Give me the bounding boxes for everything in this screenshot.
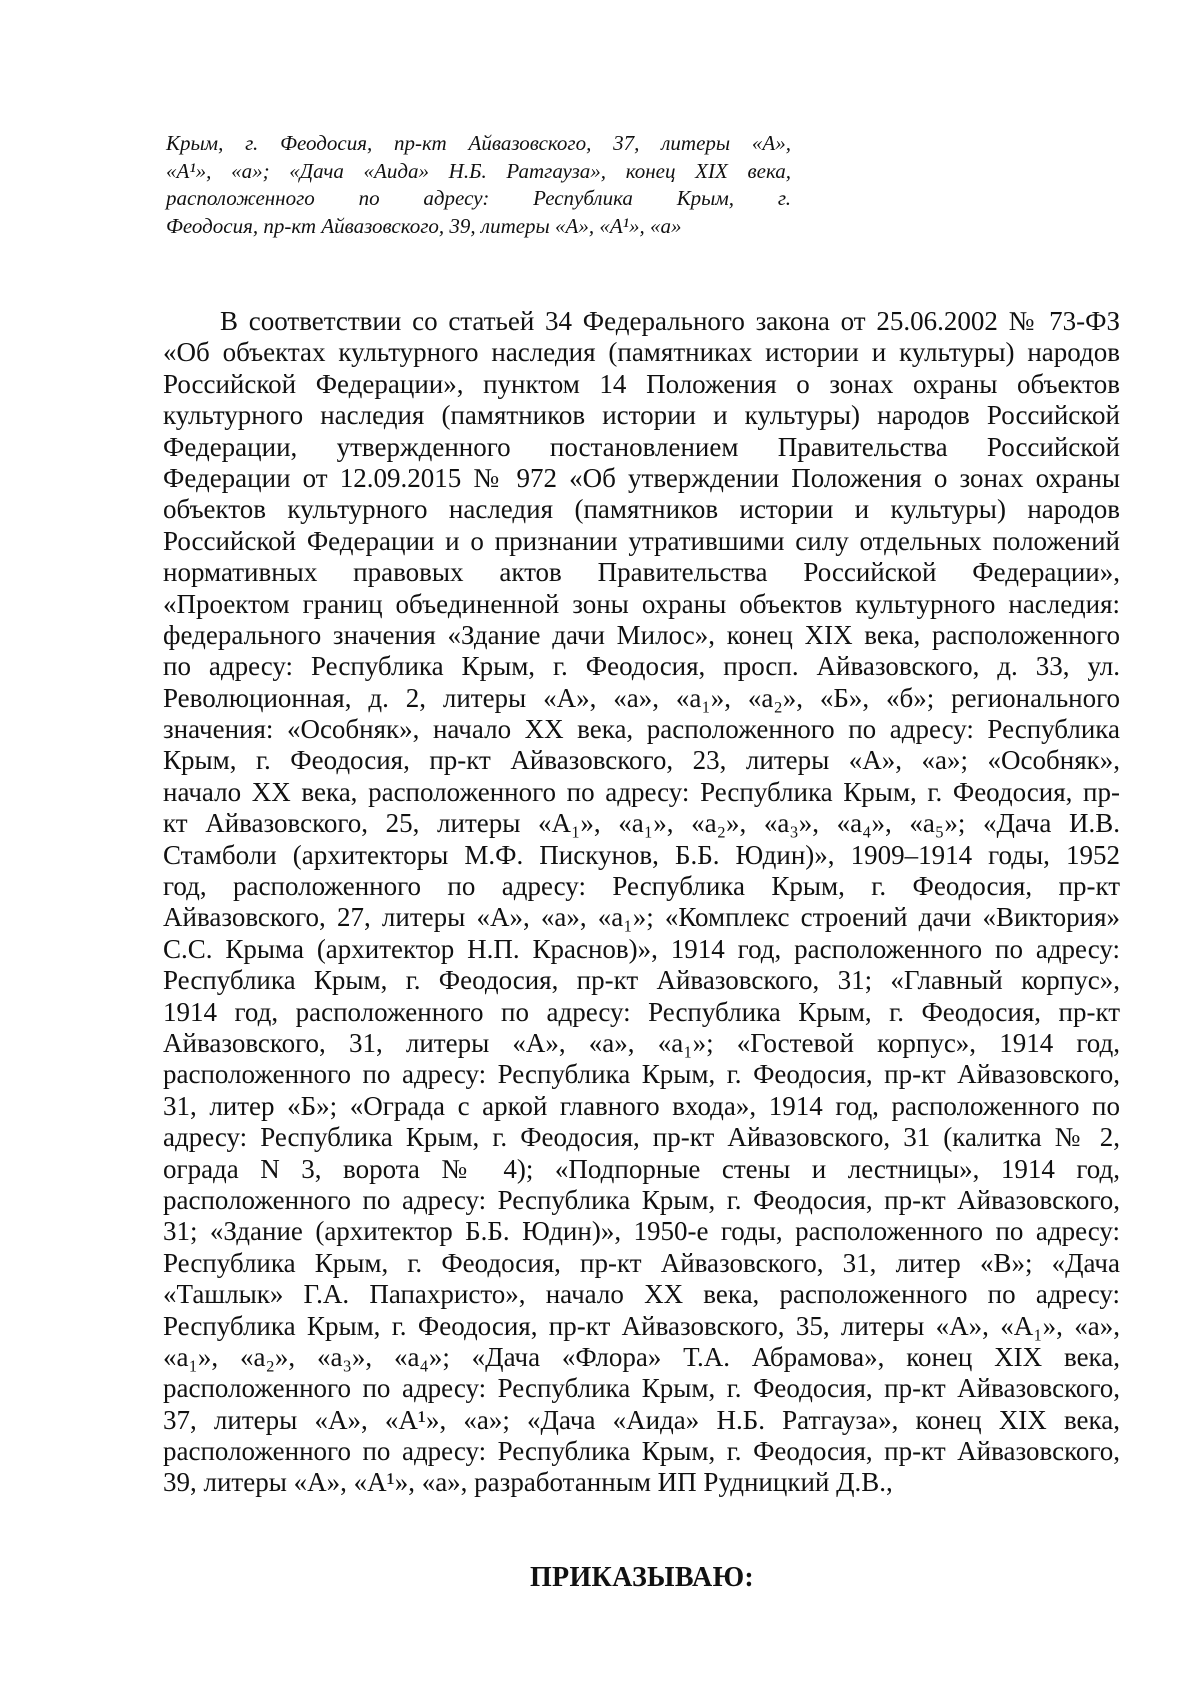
body-line: кт Айвазовского, 25, литеры «А₁», «а₁», «а₂», «а₃», «а₄», «а₅»; «Дача И.В. [163, 808, 1120, 839]
body-line: «а₁», «а₂», «а₃», «а₄»; «Дача «Флора» Т.А. Абрамова», конец XIX века, [163, 1341, 1120, 1372]
body-line: Республика Крым, г. Феодосия, пр-кт Айвазовского, 31; «Главный корпус», [163, 965, 1120, 996]
body-line: Федерации, утвержденного постановлением Правительства Российской [163, 431, 1120, 462]
body-line: 31; «Здание (архитектор Б.Б. Юдин)», 1950-е годы, расположенного по адресу: [163, 1216, 1120, 1247]
document-body-paragraph [163, 306, 1120, 1499]
body-line: Айвазовского, 31, литеры «А», «а», «а₁»; «Гостевой корпус», 1914 год, [163, 1027, 1120, 1058]
subject-line: «А¹», «а»; «Дача «Аида» Н.Б. Ратгауза», конец XIX века, [166, 158, 791, 183]
body-line: ограда N 3, ворота № 4); «Подпорные стены и лестницы», 1914 год, [163, 1153, 1120, 1184]
body-line: Республика Крым, г. Феодосия, пр-кт Айвазовского, 31, литер «В»; «Дача [163, 1247, 1120, 1278]
body-line: Айвазовского, 27, литеры «А», «а», «а₁»; «Комплекс строений дачи «Виктория» [163, 902, 1120, 933]
body-line: В соответствии со статьей 34 Федерального закона от 25.06.2002 № 73-ФЗ [220, 306, 1120, 336]
body-line: «Проектом границ объединенной зоны охраны объектов культурного наследия: [163, 588, 1120, 619]
body-line: 31, литер «Б»; «Ограда с аркой главного входа», 1914 год, расположенного по [163, 1090, 1120, 1121]
body-line: «Об объектах культурного наследия (памятниках истории и культуры) народов [163, 337, 1120, 368]
body-line: объектов культурного наследия (памятников истории и культуры) народов [163, 494, 1120, 525]
subject-line: Феодосия, пр-кт Айвазовского, 39, литеры «А», «А¹», «а» [166, 213, 682, 238]
body-line: Российской Федерации», пунктом 14 Положения о зонах охраны объектов [163, 368, 1120, 399]
body-line: Крым, г. Феодосия, пр-кт Айвазовского, 23, литеры «А», «а»; «Особняк», [163, 745, 1120, 776]
body-line: по адресу: Республика Крым, г. Феодосия, просп. Айвазовского, д. 33, ул. [163, 651, 1120, 682]
body-line: федерального значения «Здание дачи Милос», конец XIX века, расположенного [163, 619, 1120, 650]
document-subject-header [166, 130, 791, 240]
subject-line: расположенного по адресу: Республика Крым, г. [166, 186, 791, 210]
body-line: значения: «Особняк», начало XX века, расположенного по адресу: Республика [163, 714, 1120, 745]
body-line: адресу: Республика Крым, г. Феодосия, пр-кт Айвазовского, 31 (калитка № 2, [163, 1122, 1120, 1153]
body-line: год, расположенного по адресу: Республика Крым, г. Феодосия, пр-кт [163, 871, 1120, 902]
body-line: расположенного по адресу: Республика Крым, г. Феодосия, пр-кт Айвазовского, [163, 1373, 1120, 1404]
order-heading: ПРИКАЗЫВАЮ: [529, 1562, 755, 1593]
body-line: Стамболи (архитекторы М.Ф. Пискунов, Б.Б. Юдин)», 1909–1914 годы, 1952 [163, 839, 1120, 870]
body-line: расположенного по адресу: Республика Крым, г. Феодосия, пр-кт Айвазовского, [163, 1059, 1120, 1090]
body-line: Федерации от 12.09.2015 № 972 «Об утверждении Положения о зонах охраны [163, 462, 1120, 493]
body-line: начало XX века, расположенного по адресу: Республика Крым, г. Феодосия, пр- [163, 776, 1120, 807]
subject-line: Крым, г. Феодосия, пр-кт Айвазовского, 37, литеры «А», [166, 131, 791, 155]
body-line: расположенного по адресу: Республика Крым, г. Феодосия, пр-кт Айвазовского, [163, 1184, 1120, 1215]
body-line: 39, литеры «А», «А¹», «а», разработанным ИП Рудницкий Д.В., [163, 1467, 893, 1498]
body-line: Революционная, д. 2, литеры «А», «а», «а₁», «а₂», «Б», «б»; регионального [163, 682, 1120, 713]
body-line: С.С. Крыма (архитектор Н.П. Краснов)», 1914 год, расположенного по адресу: [163, 933, 1120, 964]
body-line: культурного наследия (памятников истории и культуры) народов Российской [163, 400, 1120, 431]
body-line: Российской Федерации и о признании утратившими силу отдельных положений [163, 525, 1120, 556]
body-line: 1914 год, расположенного по адресу: Республика Крым, г. Феодосия, пр-кт [163, 996, 1120, 1027]
body-line: Республика Крым, г. Феодосия, пр-кт Айвазовского, 35, литеры «А», «А₁», «а», [163, 1310, 1120, 1341]
body-line: нормативных правовых актов Правительства Российской Федерации», [163, 557, 1120, 588]
body-line: расположенного по адресу: Республика Крым, г. Феодосия, пр-кт Айвазовского, [163, 1436, 1120, 1467]
body-line: «Ташлык» Г.А. Папахристо», начало XX века, расположенного по адресу: [163, 1279, 1120, 1310]
body-line: 37, литеры «А», «А¹», «а»; «Дача «Аида» Н.Б. Ратгауза», конец XIX века, [163, 1404, 1120, 1435]
